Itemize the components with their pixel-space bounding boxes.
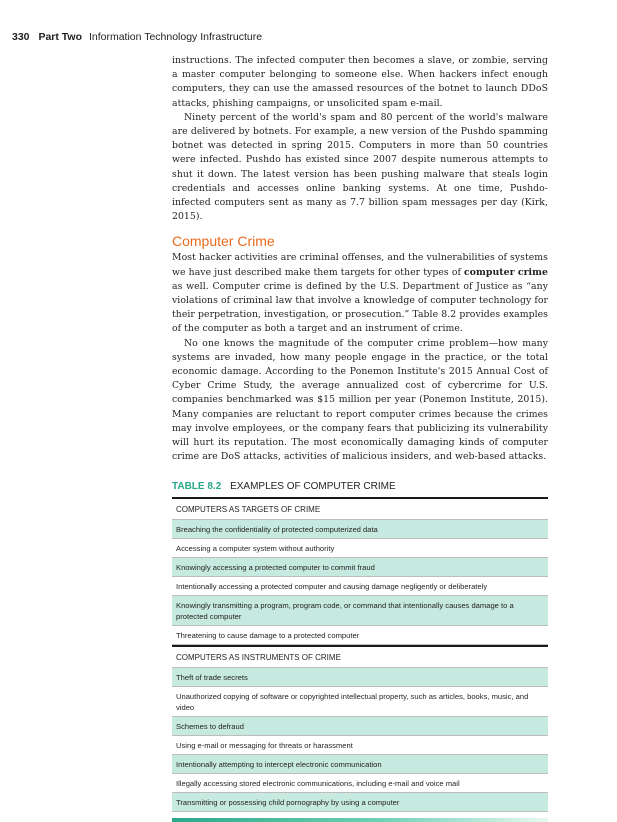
table-row: Intentionally attempting to intercept electronic communication <box>172 755 548 774</box>
table-row: Accessing a computer system without authority <box>172 539 548 558</box>
table-row: Theft of trade secrets <box>172 668 548 687</box>
table-row: Schemes to defraud <box>172 717 548 736</box>
table-number: TABLE 8.2 <box>172 481 222 493</box>
part-label: Part Two <box>38 31 83 43</box>
paragraph-botnet-intro: instructions. The infected computer then becomes a slave, or zombie, serving a master computer belonging to someone else. When hackers infect enough computers, they can use the amassed resources of the botnet to launch DDoS attacks, phishing campaigns, or unsolicited spam e-mail. <box>172 55 548 109</box>
part-title: Information Technology Infrastructure <box>88 31 263 43</box>
running-header <box>12 31 262 43</box>
table-footer-bar <box>172 818 548 822</box>
table-row: Knowingly accessing a protected computer to commit fraud <box>172 558 548 577</box>
paragraph-crime-magnitude: No one knows the magnitude of the computer crime problem—how many systems are invaded, how many people engage in the practice, or the total economic damage. According to the Ponemon Institute's 2015 Annual Cost of Cyber Crime Study, the average annualized cost of cybercrime for U.S. companies benchmarked was $15 million per year (Ponemon Institute, 2015). Many companies are reluctant to report computer crimes because the crimes may involve employees, or the company fears that publicizing its vulnerability will hurt its reputation. The most economically damaging kinds of computer crime are DoS attacks, activities of malicious insiders, and web-based attacks. <box>172 337 548 463</box>
paragraph-botnet-pushdo: Ninety percent of the world's spam and 80 percent of the world's malware are delivered by botnets. For example, a new version of the Pushdo spamming botnet was detected in spring 2015. Computers in more than 50 countries were infected. Pushdo has existed since 2007 despite numerous attempts to shut it down. The latest version has been pushing malware that steals login credentials and accesses online banking systems. At one time, Pushdo-infected computers sent as many as 7.7 billion spam messages per day (Kirk, 2015). <box>172 111 548 223</box>
section-heading: Computer Crime <box>172 233 275 250</box>
table-row: Intentionally accessing a protected computer and causing damage negligently or deliberately <box>172 577 548 596</box>
page-number: 330 <box>12 31 30 43</box>
table-row: Transmitting or possessing child pornography by using a computer <box>172 793 548 812</box>
table-category-targets: COMPUTERS AS TARGETS OF CRIME <box>172 499 548 520</box>
table-caption: EXAMPLES OF COMPUTER CRIME <box>230 481 396 493</box>
table-row: Breaching the confidentiality of protected computerized data <box>172 520 548 539</box>
key-term: computer crime <box>464 266 548 278</box>
paragraph-computer-crime-definition <box>172 251 548 336</box>
table-row: Threatening to cause damage to a protected computer <box>172 626 548 645</box>
page-content <box>172 54 548 822</box>
table-row: Knowingly transmitting a program, program code, or command that intentionally causes damage to a protected computer <box>172 596 548 626</box>
table-row: Unauthorized copying of software or copyrighted intellectual property, such as articles, books, music, and video <box>172 687 548 717</box>
definition-text-end: as well. Computer crime is defined by the U.S. Department of Justice as “any violations of criminal law that involve a knowledge of computer technology for their perpetration, investigation, or prosecution.” Table 8.2 provides examples of the computer as both a target and an instrument of crime. <box>172 280 548 335</box>
table-row: Using e-mail or messaging for threats or harassment <box>172 736 548 755</box>
table-title <box>172 481 548 499</box>
table-row: Illegally accessing stored electronic communications, including e-mail and voice mail <box>172 774 548 793</box>
definition-text-start: Most hacker activities are criminal offenses, and the vulnerabilities of systems we have just described make them targets for other types of <box>172 252 548 278</box>
table-category-instruments: COMPUTERS AS INSTRUMENTS OF CRIME <box>172 645 548 668</box>
